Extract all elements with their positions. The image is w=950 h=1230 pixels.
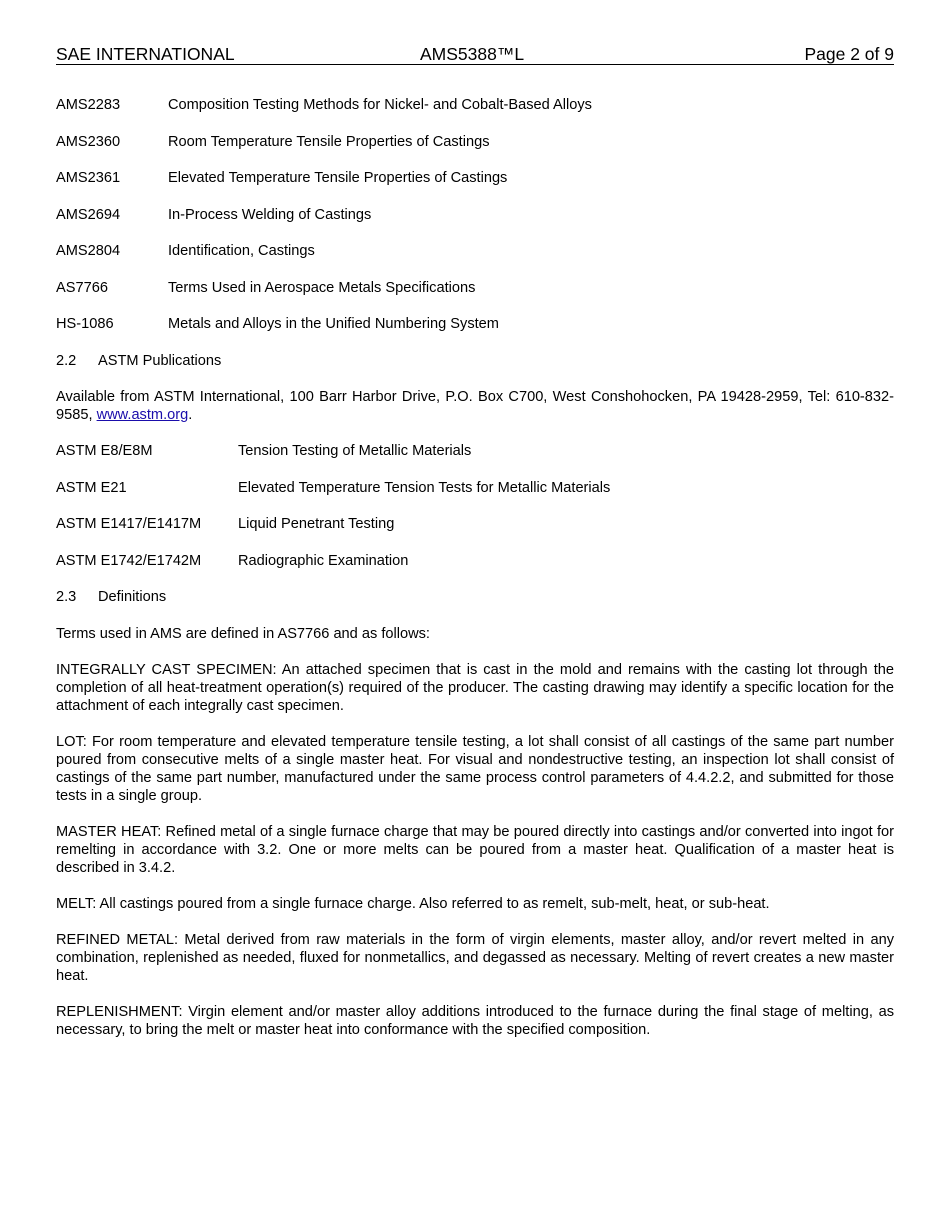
reference-title: Radiographic Examination (238, 552, 409, 569)
definitions-intro: Terms used in AMS are defined in AS7766 and as follows: (56, 625, 430, 642)
reference-title: Identification, Castings (168, 243, 315, 259)
reference-title: Tension Testing of Metallic Materials (238, 443, 472, 459)
section-heading-astm (56, 352, 894, 370)
astm-reference-list (56, 442, 894, 570)
reference-code: ASTM E8/E8M (56, 443, 153, 459)
page-header (56, 44, 894, 65)
reference-code: ASTM E1742/E1742M (56, 552, 202, 569)
astm-website-link[interactable]: www.astm.org (96, 407, 189, 423)
reference-code: AMS2283 (56, 97, 121, 113)
reference-row (56, 315, 894, 333)
reference-title: Metals and Alloys in the Unified Numbering System (168, 316, 499, 332)
definition-paragraph: MELT: All castings poured from a single furnace charge. Also referred to as remelt, sub-melt, heat, or sub-heat. (56, 895, 770, 912)
reference-row (56, 206, 894, 224)
definition-paragraph: INTEGRALLY CAST SPECIMEN: An attached specimen that is cast in the mold and remains with the casting lot through the completion of all heat-treatment operation(s) required of the producer. The casting drawing may identify a specific location for the attachment of each integrally cast specimen. (56, 661, 894, 714)
section-heading-definitions (56, 588, 894, 606)
header-doc-id: AMS5388™L (420, 44, 525, 64)
section-title: Definitions (98, 589, 167, 605)
ams-reference-list (56, 96, 894, 333)
availability-text: Available from ASTM International, 100 Barr Harbor Drive, P.O. Box C700, West Conshohocken, PA 19428-2959, Tel: 610-832-9585, (56, 389, 894, 423)
definition-paragraph: REPLENISHMENT: Virgin element and/or master alloy additions introduced to the furnace during the final stage of melting, as necessary, to bring the melt or master heat into conformance with the specified composition. (56, 1003, 894, 1038)
reference-code: AS7766 (56, 279, 108, 296)
reference-row (56, 96, 894, 114)
header-org: SAE INTERNATIONAL (56, 44, 235, 64)
reference-title: Elevated Temperature Tensile Properties of Castings (168, 170, 508, 186)
reference-code: ASTM E21 (56, 479, 127, 496)
reference-code: AMS2694 (56, 206, 121, 223)
section-title: ASTM Publications (98, 352, 222, 369)
reference-code: AMS2360 (56, 133, 121, 150)
reference-code: AMS2361 (56, 170, 121, 186)
reference-row (56, 442, 894, 460)
header-page-number: Page 2 of 9 (804, 44, 894, 64)
reference-title: Terms Used in Aerospace Metals Specifications (168, 279, 476, 296)
reference-title: Liquid Penetrant Testing (238, 516, 395, 532)
reference-row (56, 169, 894, 187)
section-number: 2.3 (56, 589, 77, 605)
availability-end: . (188, 407, 193, 423)
reference-title: Room Temperature Tensile Properties of Castings (168, 133, 490, 150)
reference-row (56, 279, 894, 297)
definition-paragraph: REFINED METAL: Metal derived from raw materials in the form of virgin elements, master alloy, and/or revert melted in any combination, replenished as needed, fluxed for nonmetallics, and degassed as necessary. Melting of revert creates a new master heat. (56, 931, 894, 984)
reference-title: In-Process Welding of Castings (168, 206, 372, 223)
reference-code: HS-1086 (56, 316, 114, 332)
definition-paragraph: MASTER HEAT: Refined metal of a single furnace charge that may be poured directly into castings and/or converted into ingot for remelting in accordance with 3.2. One or more melts can be poured from a master heat. Qualification of a master heat is described in 3.4.2. (56, 823, 894, 876)
reference-row (56, 242, 894, 260)
astm-availability-paragraph (56, 388, 894, 424)
reference-row (56, 515, 894, 533)
reference-title: Composition Testing Methods for Nickel- and Cobalt-Based Alloys (168, 97, 592, 113)
reference-code: ASTM E1417/E1417M (56, 516, 202, 532)
reference-code: AMS2804 (56, 243, 121, 259)
page-content (56, 96, 894, 1057)
reference-row (56, 552, 894, 570)
definition-paragraph: LOT: For room temperature and elevated temperature tensile testing, a lot shall consist of all castings of the same part number poured from consecutive melts of a single master heat. For visual and nondestructive testing, an inspection lot shall consist of castings of the same part number, manufactured under the same process control parameters of 4.4.2.2, and submitted for those tests in a single group. (56, 733, 894, 804)
section-number: 2.2 (56, 352, 77, 369)
reference-title: Elevated Temperature Tension Tests for Metallic Materials (238, 479, 611, 496)
reference-row (56, 133, 894, 151)
reference-row (56, 479, 894, 497)
